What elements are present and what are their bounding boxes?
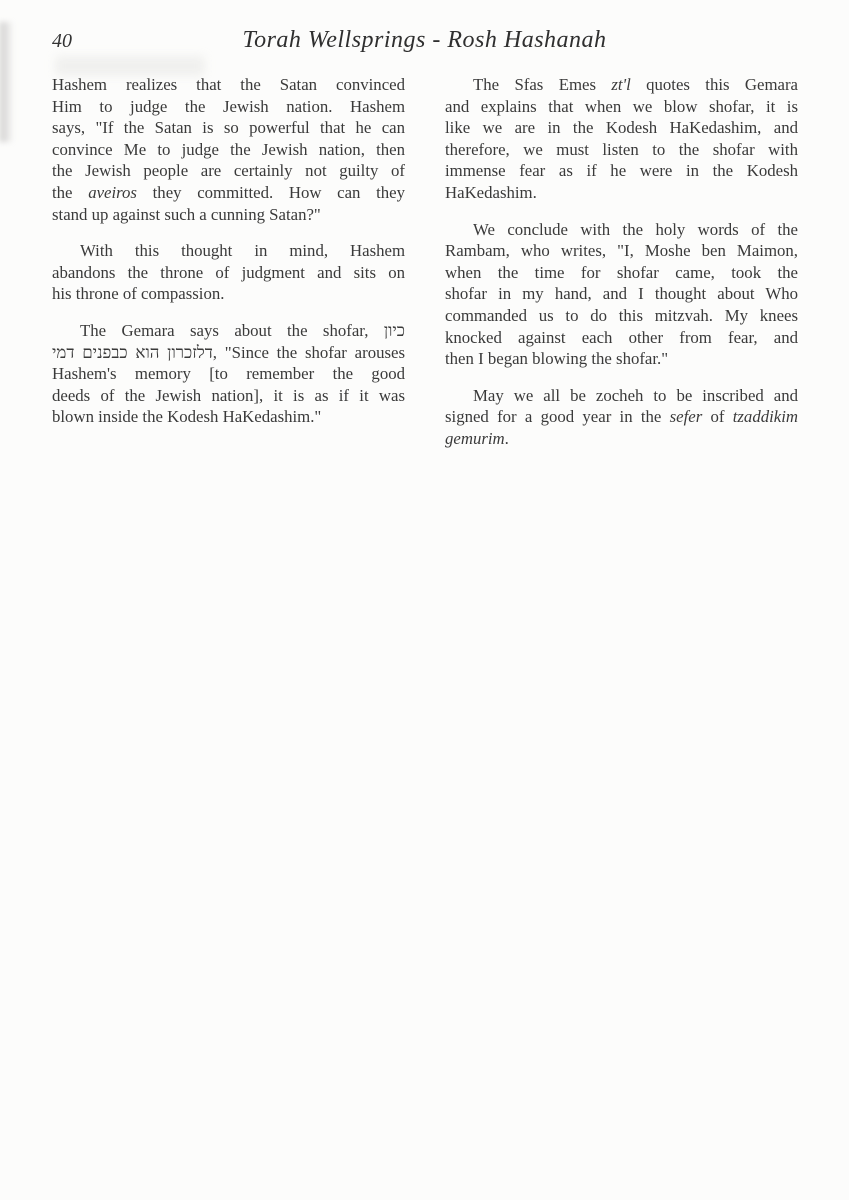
text-line: With this thought in mind, Hashem <box>80 241 405 261</box>
right-column <box>445 74 798 450</box>
text-line: blown inside the Kodesh HaKedashim." <box>52 407 322 427</box>
text-line: convince Me to judge the Jewish nation, then <box>52 139 405 159</box>
text-line: Hashem realizes that the Satan convinced <box>52 75 405 94</box>
text-line: The Gemara says about the shofar, כיון <box>80 320 405 340</box>
text-line: Him to judge the Jewish nation. Hashem <box>52 96 405 116</box>
text-line: May we all be zocheh to be inscribed and <box>473 385 798 405</box>
text-line: The Sfas Emes zt'l quotes this Gemara <box>473 75 798 94</box>
paragraph <box>445 74 798 204</box>
text-line: commanded us to do this mitzvah. My knees <box>445 305 798 325</box>
paragraph <box>445 219 798 370</box>
text-line: shofar in my hand, and I thought about Who <box>445 284 798 304</box>
paragraph <box>52 240 405 305</box>
text-line: when the time for shofar came, took the <box>445 262 798 282</box>
paragraph <box>52 320 405 428</box>
text-line: the aveiros they committed. How can they <box>52 182 405 202</box>
page-body <box>52 74 799 450</box>
paragraph <box>445 385 798 450</box>
text-line: signed for a good year in the sefer of tzaddikim <box>445 407 798 427</box>
text-line: says, "If the Satan is so powerful that he can <box>52 118 405 138</box>
left-column <box>52 74 405 450</box>
text-line: knocked against each other from fear, and <box>445 327 798 347</box>
scan-smudge-artifact <box>55 56 205 76</box>
text-line: then I began blowing the shofar." <box>445 349 669 369</box>
text-line: abandons the throne of judgment and sits on <box>52 262 405 282</box>
page-number: 40 <box>52 30 72 52</box>
text-line: stand up against such a cunning Satan?" <box>52 204 321 224</box>
text-line: therefore, we must listen to the shofar with <box>445 139 798 159</box>
text-line: and explains that when we blow shofar, it is <box>445 96 798 116</box>
page-header-title: Torah Wellsprings - Rosh Hashanah <box>242 27 607 53</box>
paragraph <box>52 74 405 225</box>
text-line: the Jewish people are certainly not guilty of <box>52 161 405 181</box>
text-line: Hashem's memory [to remember the good <box>52 364 405 384</box>
text-line: דלזכרון הוא כבפנים דמי, "Since the shofar arouses <box>52 342 405 362</box>
text-line: his throne of compassion. <box>52 284 225 304</box>
text-line: We conclude with the holy words of the <box>473 219 798 239</box>
text-line: deeds of the Jewish nation], it is as if it was <box>52 385 405 405</box>
text-line: HaKedashim. <box>445 182 537 202</box>
text-line: gemurim. <box>445 428 509 448</box>
text-line: immense fear as if he were in the Kodesh <box>445 161 798 181</box>
text-line: Rambam, who writes, "I, Moshe ben Maimon, <box>445 241 798 261</box>
text-line: like we are in the Kodesh HaKedashim, and <box>445 118 798 138</box>
